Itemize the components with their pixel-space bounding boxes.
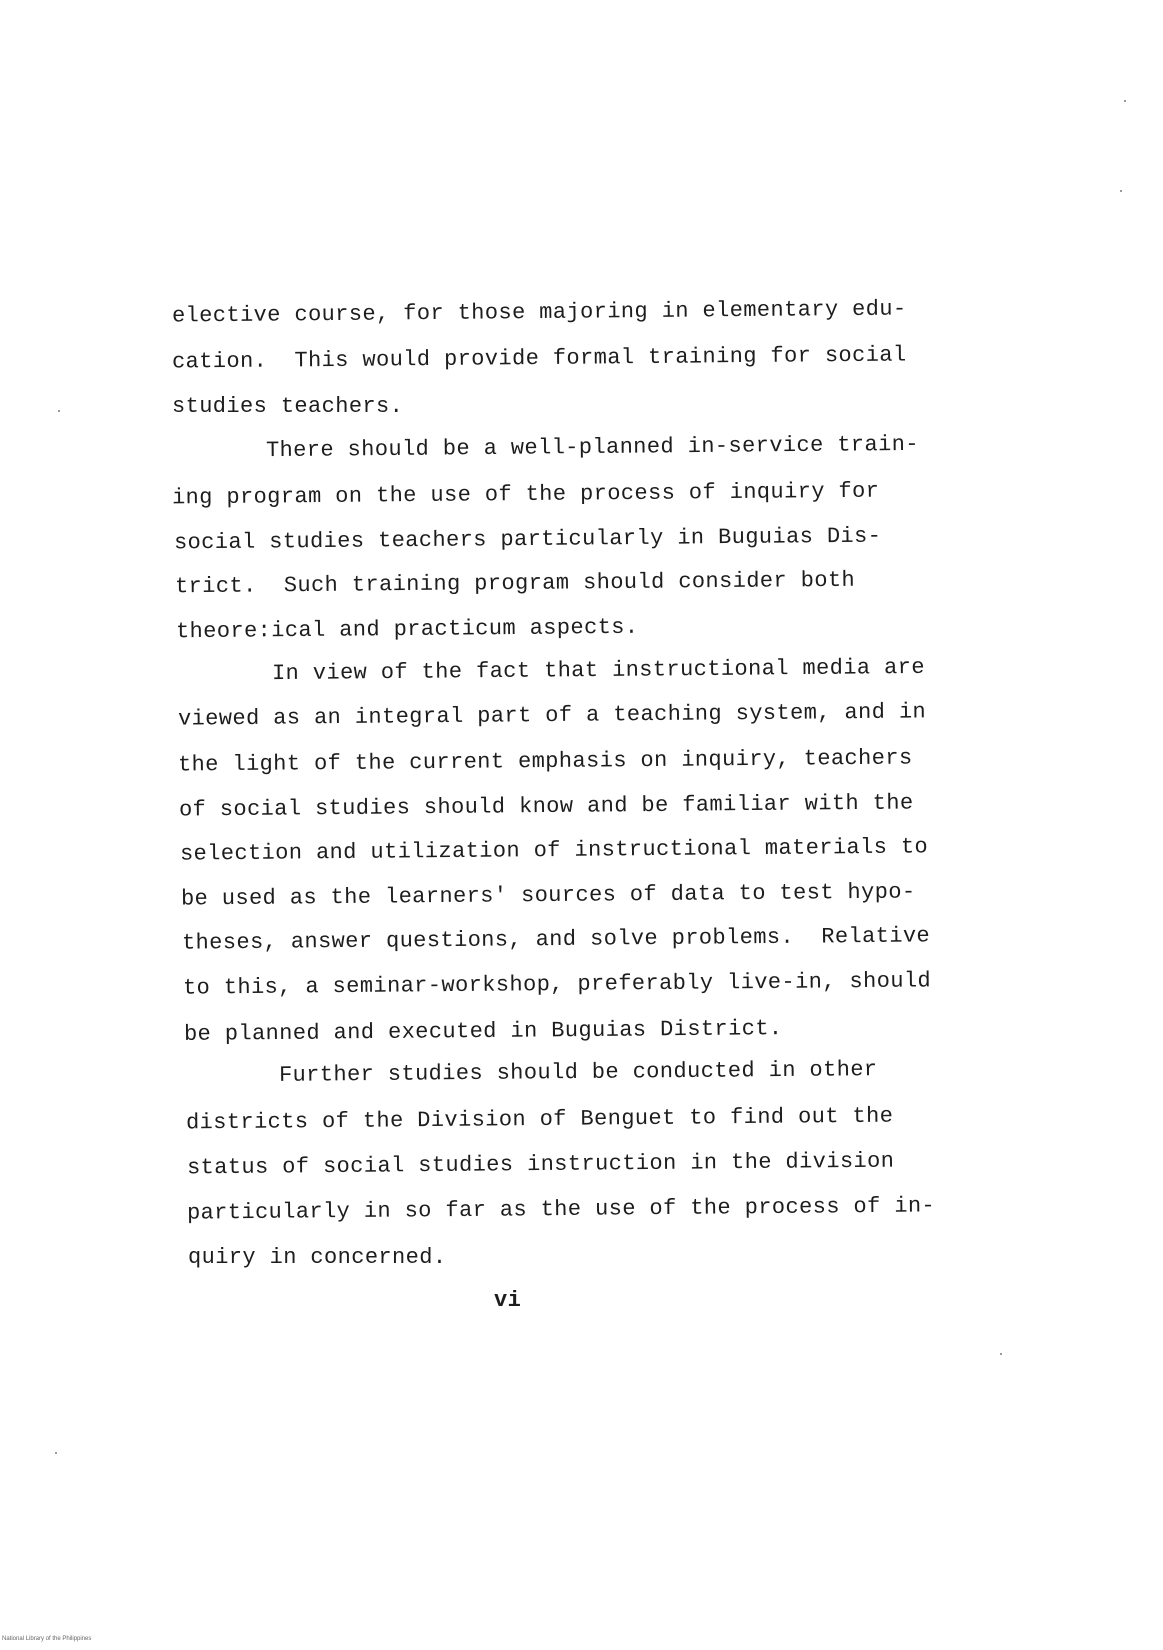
text-line: There should be a well-planned in-service train-: [265, 431, 920, 464]
scan-speck: [1000, 1353, 1002, 1355]
text-line: viewed as an integral part of a teaching system, and in: [177, 699, 927, 732]
scan-footer: National Library of the Philippines: [2, 1636, 92, 1642]
text-line: social studies teachers particularly in Buguias Dis-: [173, 523, 882, 556]
text-line: Further studies should be conducted in other: [278, 1057, 878, 1088]
text-line: quiry in concerned.: [188, 1245, 447, 1270]
text-line: ing program on the use of the process of inquiry for: [171, 478, 880, 511]
text-line: In view of the fact that instructional media are: [271, 654, 926, 687]
text-line: selection and utilization of instructional materials to: [179, 834, 929, 867]
text-line: studies teachers.: [172, 394, 404, 419]
text-line: be used as the learners' sources of data to test hypo-: [180, 879, 916, 912]
text-line: theore:ical and practicum aspects.: [175, 614, 639, 645]
text-line: status of social studies instruction in the division: [186, 1148, 895, 1181]
page-number: vi: [494, 1288, 522, 1313]
text-line: trict. Such training program should consider both: [174, 567, 856, 600]
text-line: particularly in so far as the use of the process of in-: [186, 1193, 936, 1226]
text-line: theses, answer questions, and solve problems. Relative: [181, 923, 931, 956]
text-line: be planned and executed in Buguias District.: [183, 1016, 783, 1047]
text-line: to this, a seminar-workshop, preferably live-in, should: [182, 968, 932, 1001]
text-line: the light of the current emphasis on inquiry, teachers: [177, 745, 913, 778]
scan-speck: [55, 1452, 57, 1454]
text-line: cation. This would provide formal training for social: [171, 342, 907, 375]
text-line: of social studies should know and be familiar with the: [178, 790, 914, 823]
text-line: districts of the Division of Benguet to find out the: [185, 1103, 894, 1136]
scan-speck: [1124, 100, 1126, 102]
text-line: elective course, for those majoring in elementary edu-: [171, 296, 907, 329]
scan-speck: [58, 410, 60, 412]
scan-speck: [1120, 190, 1122, 192]
